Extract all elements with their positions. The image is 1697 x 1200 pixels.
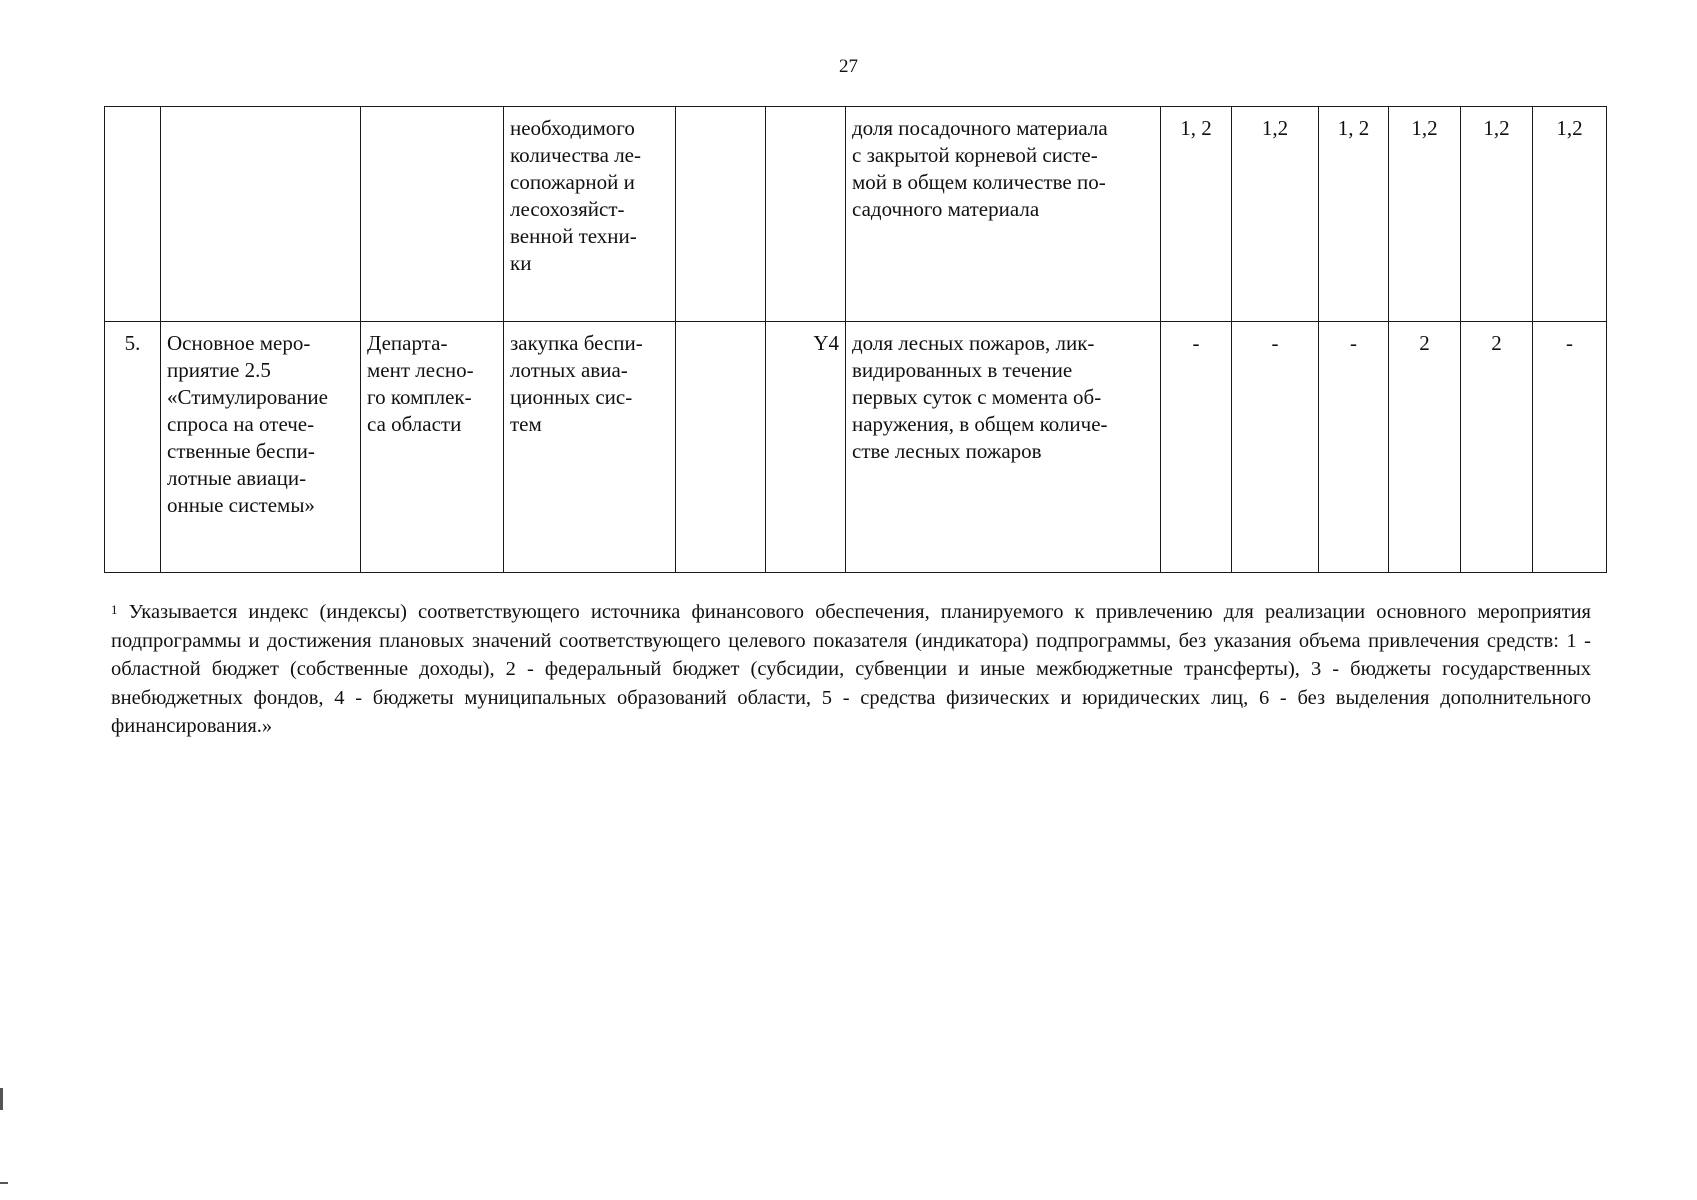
event-name-cell (161, 107, 361, 322)
indicator-name-cell: доля лесных пожаров, лик- видированных в течение первых суток с момента об- наружения, в общем количе- стве лесных пожаров (846, 322, 1161, 573)
executor-cell (361, 107, 504, 322)
page-number: 27 (839, 56, 858, 77)
scan-margin-mark (0, 1182, 8, 1184)
value-cell: - (1232, 322, 1319, 573)
value-cell: - (1319, 322, 1389, 573)
footnote (111, 598, 1591, 741)
row-number-cell: 5. (105, 322, 161, 573)
value-cell: 2 (1461, 322, 1533, 573)
value-cell: 1,2 (1461, 107, 1533, 322)
footnote-marker: 1 (111, 602, 118, 617)
value-cell: 1,2 (1533, 107, 1607, 322)
empty-cell (676, 107, 766, 322)
indicator-code-cell: Y4 (766, 322, 846, 573)
value-cell: 1,2 (1389, 107, 1461, 322)
value-cell: - (1533, 322, 1607, 573)
indicator-name-cell: доля посадочного материала с закрытой корневой систе- мой в общем количестве по- садочного материала (846, 107, 1161, 322)
value-cell: 2 (1389, 322, 1461, 573)
value-cell: - (1161, 322, 1232, 573)
scan-margin-mark (0, 1088, 3, 1110)
task-cell: закупка беспи- лотных авиа- ционных сис- тем (504, 322, 676, 573)
program-events-table (104, 106, 1607, 573)
table-row (105, 322, 1607, 573)
value-cell: 1,2 (1232, 107, 1319, 322)
indicator-code-cell (766, 107, 846, 322)
value-cell: 1, 2 (1319, 107, 1389, 322)
task-cell: необходимого количества ле- сопожарной и лесохозяйст- венной техни- ки (504, 107, 676, 322)
value-cell: 1, 2 (1161, 107, 1232, 322)
empty-cell (676, 322, 766, 573)
footnote-text: Указывается индекс (индексы) соответствующего источника финансового обеспечения, планируемого к привлечению для реализации основного мероприятия подпрограммы и достижения плановых значений соответствующего целевого показателя (индикатора) подпрограммы, без указания объема привлечения средств: 1 - областной бюджет (собственные доходы), 2 - федеральный бюджет (субсидии, субвенции и иные межбюджетные трансферты), 3 - бюджеты государственных внебюджетных фондов, 4 - бюджеты муниципальных образований области, 5 - средства физических и юридических лиц, 6 - без выделения дополнительного финансирования.» (111, 601, 1591, 737)
executor-cell: Департа- мент лесно- го комплек- са области (361, 322, 504, 573)
row-number-cell (105, 107, 161, 322)
table-row (105, 107, 1607, 322)
event-name-cell: Основное меро- приятие 2.5 «Стимулирование спроса на отече- ственные беспи- лотные авиаци- онные системы» (161, 322, 361, 573)
